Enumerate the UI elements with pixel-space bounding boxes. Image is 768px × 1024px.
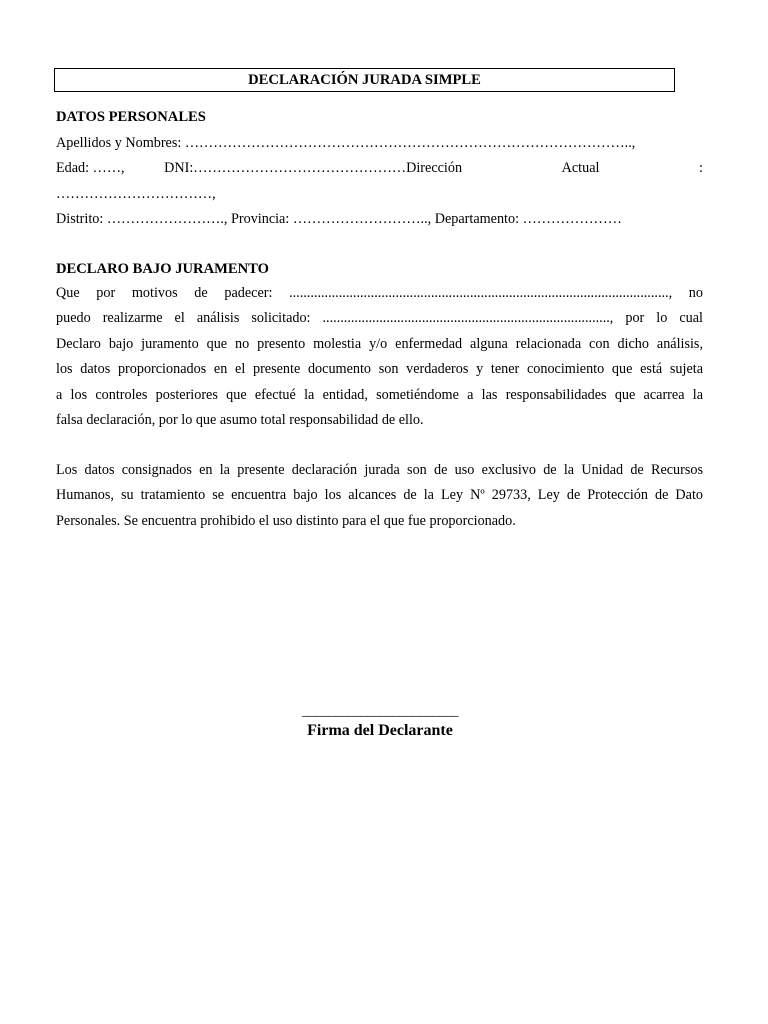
declaration-line: los datos proporcionados en el presente documento son verdaderos y tener conocimiento que está sujeta xyxy=(56,361,703,378)
actual-label: Actual xyxy=(561,160,600,176)
privacy-paragraph xyxy=(56,458,703,534)
privacy-line: Humanos, su tratamiento se encuentra bajo los alcances de la Ley Nº 29733, Ley de Protección de Dato xyxy=(56,487,703,504)
dni-address-field: DNI:………………………………………Dirección xyxy=(164,160,463,176)
declaration-line: falsa declaración, por lo que asumo total responsabilidad de ello. xyxy=(56,412,424,429)
privacy-line: Los datos consignados en la presente declaración jurada son de uso exclusivo de la Unidad de Recursos xyxy=(56,462,703,478)
declaration-paragraph xyxy=(56,281,703,433)
privacy-line: Personales. Se encuentra prohibido el uso distinto para el que fue proporcionado. xyxy=(56,512,516,529)
age-field: Edad: ……, xyxy=(56,160,125,176)
colon-mark: : xyxy=(699,160,703,176)
names-field-line: Apellidos y Nombres: ………………………………………………………………………………….., xyxy=(56,135,636,151)
age-dni-address-row xyxy=(56,160,703,177)
address-dots-line: ……………………………, xyxy=(56,186,216,202)
declaration-line: Declaro bajo juramento que no presento molestia y/o enfermedad alguna relacionada con dicho análisis, xyxy=(56,335,703,352)
signature-line: ________________________ xyxy=(302,704,458,719)
declaration-line: puedo realizarme el análisis solicitado: ................................................................................., por lo cual xyxy=(56,310,703,327)
signature-label: Firma del Declarante xyxy=(307,722,453,739)
declare-heading: DECLARO BAJO JURAMENTO xyxy=(56,261,269,277)
document-title: DECLARACIÓN JURADA SIMPLE xyxy=(54,68,675,92)
declaration-line: a los controles posteriores que efectué la entidad, sometiéndome a las responsabilidades que acarrea la xyxy=(56,386,703,403)
declaration-line: Que por motivos de padecer: ..........................................................................................................., no xyxy=(56,285,703,301)
personal-data-heading: DATOS PERSONALES xyxy=(56,109,206,125)
district-province-department-line: Distrito: ……………………., Provincia: ……………………….., Departamento: ………………… xyxy=(56,211,622,227)
